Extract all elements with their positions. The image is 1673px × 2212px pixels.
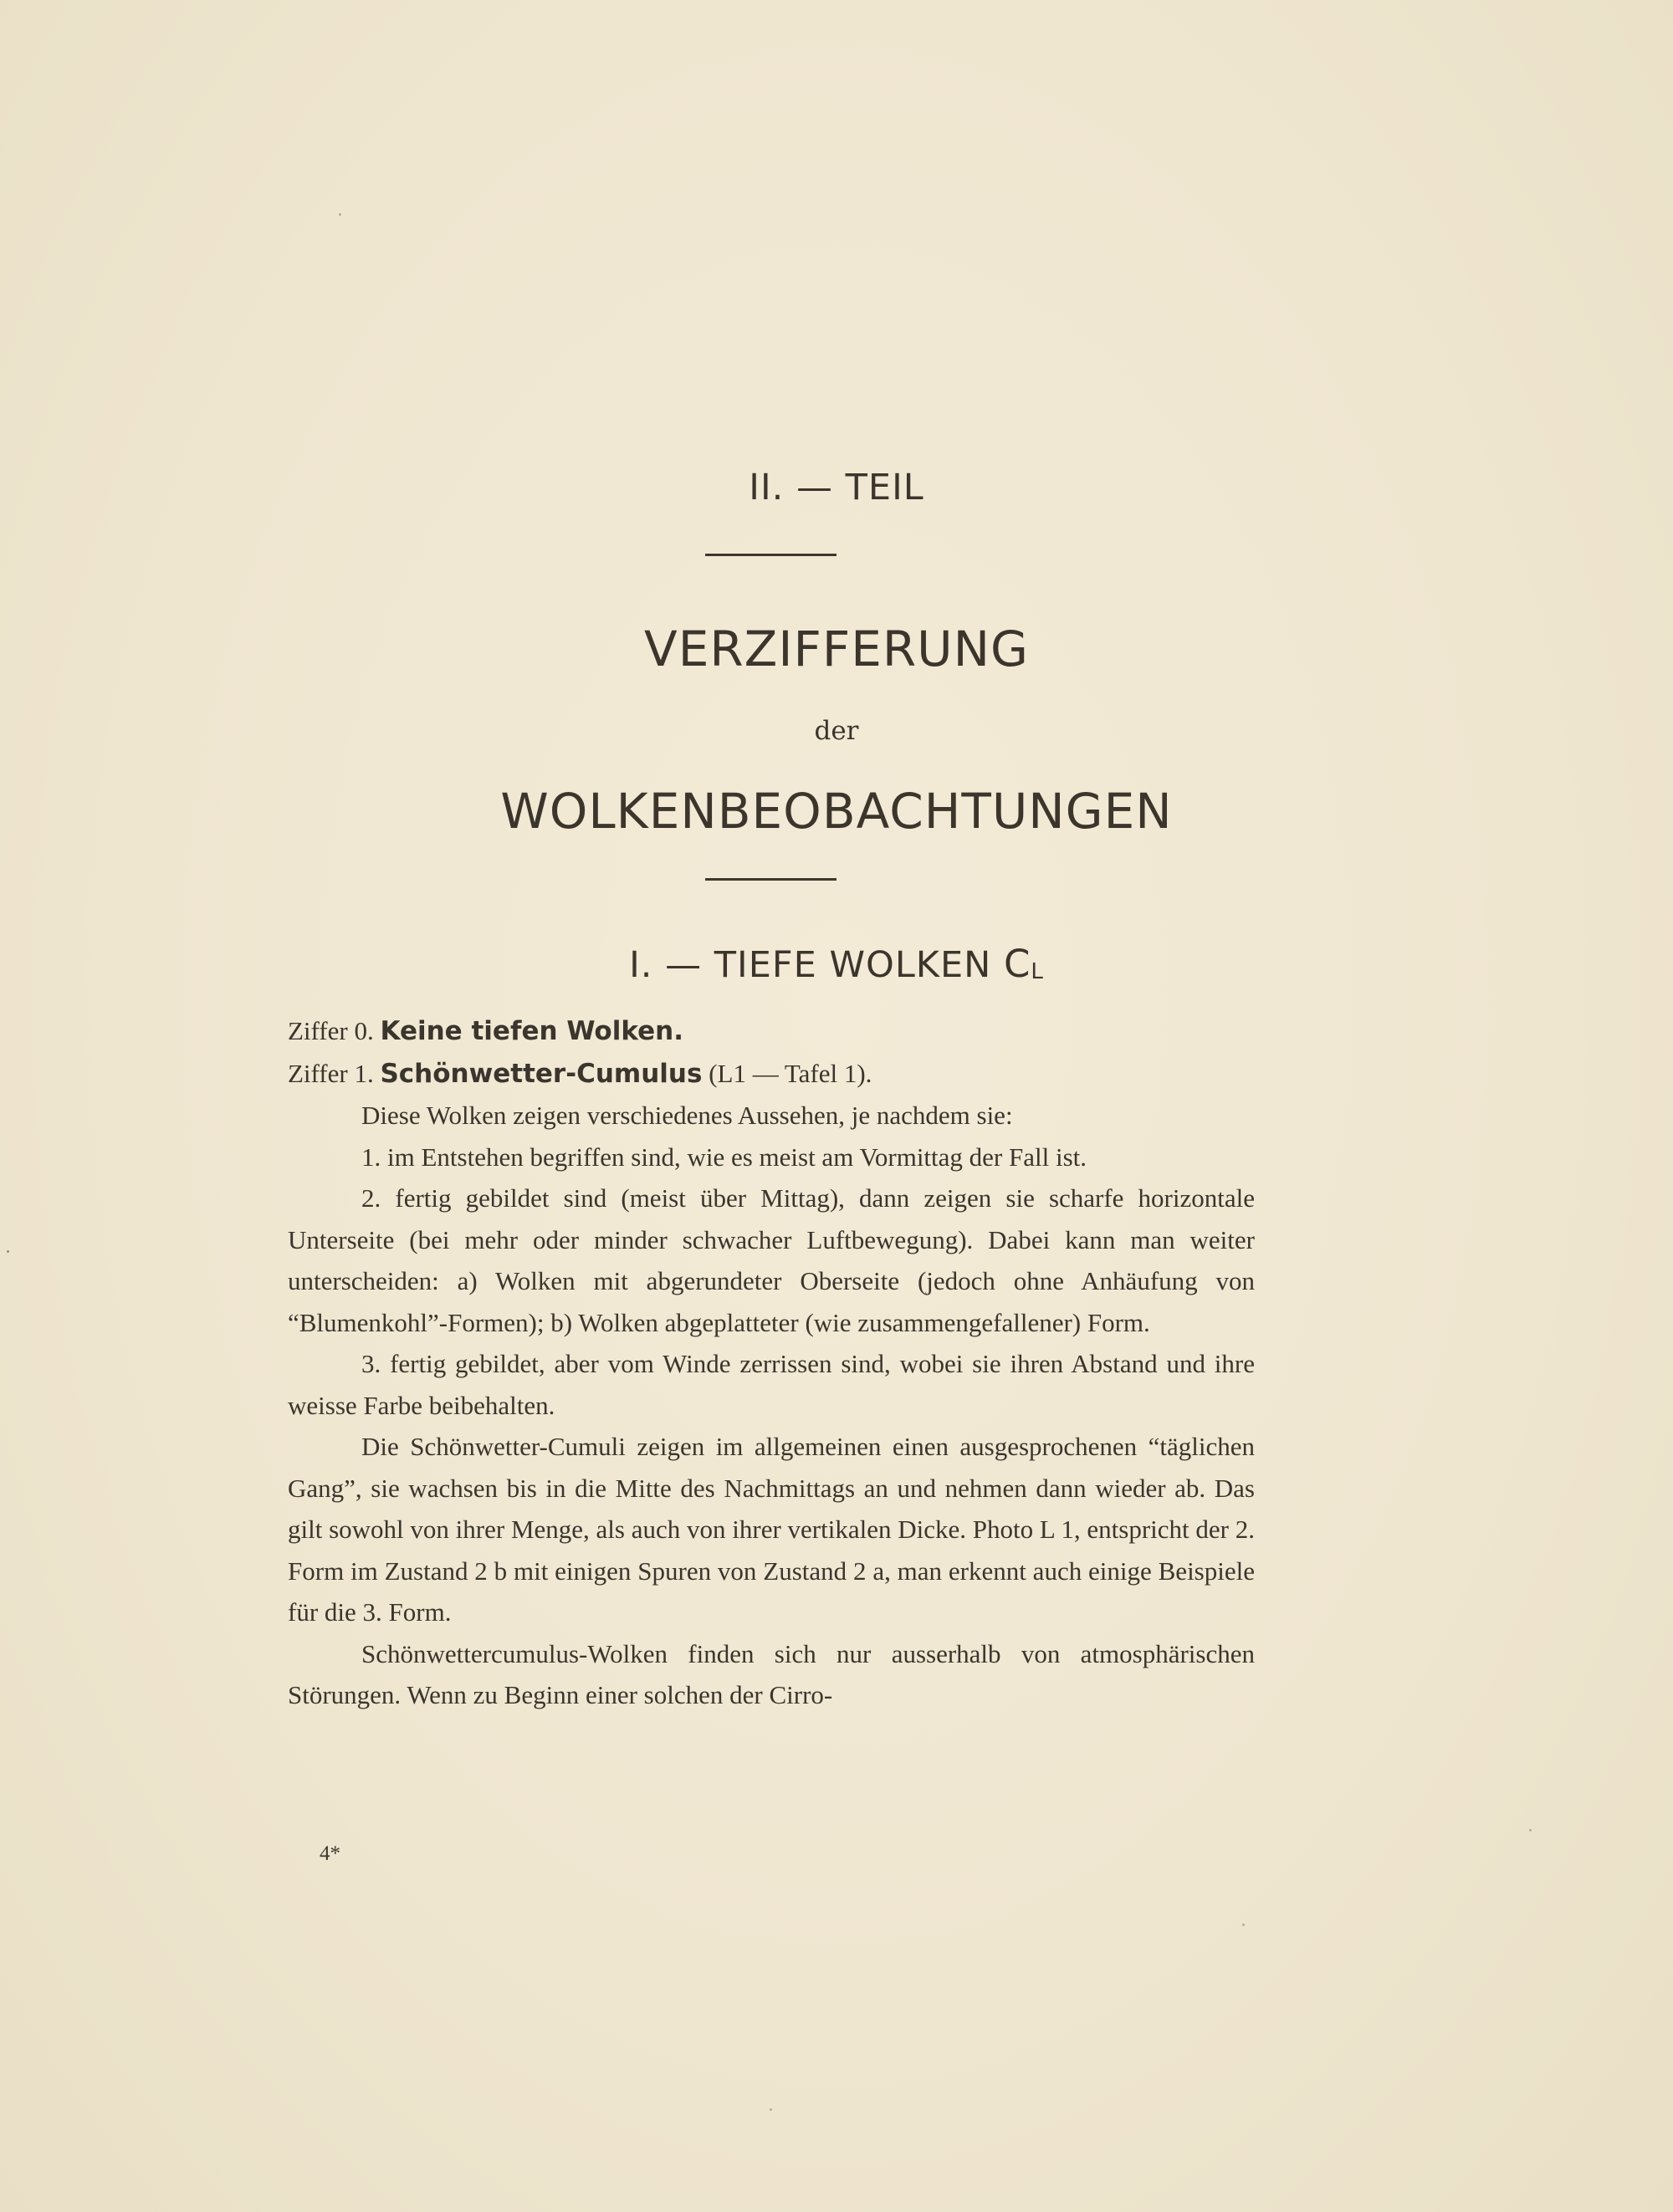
paper-speck (1242, 1923, 1245, 1926)
ziffer-name: Keine tiefen Wolken. (380, 1016, 683, 1046)
paragraph: Diese Wolken zeigen verschiedenes Aussehen, je nachdem sie: (361, 1101, 1013, 1130)
body-text (288, 1010, 1255, 1716)
paper-speck (339, 213, 341, 216)
paper-speck (770, 2108, 772, 2111)
divider-rule-top (705, 554, 836, 556)
main-title: VERZIFFERUNG (644, 621, 1029, 677)
ziffer-reference: (L1 — Tafel 1). (702, 1058, 872, 1088)
ziffer-line-1 (288, 1053, 1255, 1096)
paragraph: Schönwettercumulus-Wolken finden sich nur ausserhalb von atmosphärischen Störungen. Wenn zu Beginn einer solchen der Cirro- (288, 1638, 1255, 1709)
paper-speck (1529, 1829, 1532, 1831)
section-title-text: I. — TIEFE WOLKEN (629, 944, 992, 986)
cloud-symbol-letter: C (1003, 942, 1031, 986)
part-title: II. — TEIL (749, 467, 924, 508)
paper-speck (7, 1250, 9, 1253)
sub-title: WOLKENBEOBACHTUNGEN (500, 783, 1173, 840)
title-connector: der (814, 716, 859, 746)
paragraph: 1. im Entstehen begriffen sind, wie es meist am Vormittag der Fall ist. (361, 1142, 1087, 1172)
ziffer-label: Ziffer 1. (288, 1058, 374, 1088)
cloud-symbol (1004, 942, 1044, 986)
section-title (0, 942, 1673, 986)
cloud-symbol-subscript: L (1031, 959, 1044, 984)
paragraph: 3. fertig gebildet, aber vom Winde zerrissen sind, wobei sie ihren Abstand und ihre weisse Farbe beibehalten. (288, 1349, 1255, 1420)
divider-rule-bottom (705, 878, 836, 881)
ziffer-label: Ziffer 0. (288, 1016, 374, 1045)
ziffer-line-0 (288, 1010, 1255, 1053)
paragraph: Die Schönwetter-Cumuli zeigen im allgemeinen einen ausgesprochenen “täglichen Gang”, sie wachsen bis in die Mitte des Nachmittags an und nehmen dann wieder ab. Das gilt sowohl von ihrer Menge, als auch von ihrer vertikalen Dicke. Photo L 1, entspricht der 2. Form im Zustand 2 b mit einigen Spuren von Zustand 2 a, man erkennt auch einige Beispiele für die 3. Form. (288, 1432, 1255, 1627)
paragraph: 2. fertig gebildet sind (meist über Mittag), dann zeigen sie scharfe horizontale Unterseite (bei mehr oder minder schwacher Luftbewegung). Dabei kann man weiter unterscheiden: a) Wolken mit abgerundeter Oberseite (jedoch ohne Anhäufung von “Blumenkohl”-Formen); b) Wolken abgeplatteter (wie zusammengefallener) Form. (288, 1183, 1255, 1337)
signature-mark: 4* (320, 1842, 340, 1865)
ziffer-name: Schönwetter-Cumulus (380, 1058, 703, 1089)
